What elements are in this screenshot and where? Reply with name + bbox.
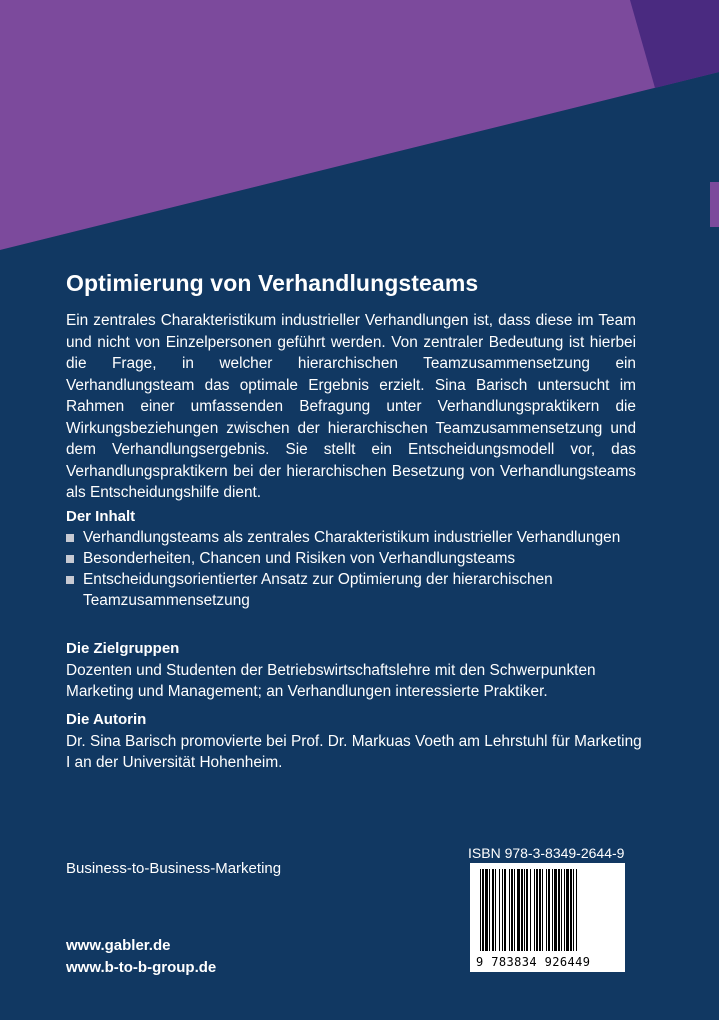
back-cover-title: Optimierung von Verhandlungsteams	[66, 270, 479, 296]
intro-paragraph: Ein zentrales Charakteristikum industrieller Verhandlungen ist, dass diese im Team und nicht von Einzelpersonen geführt werden. Von zentraler Bedeutung ist hierbei die Frage, in welcher hierarchischen Teamzusammensetzung ein Verhandlungsteam das optimale Ergebnis erzielt. Sina Barisch untersucht im Rahmen einer umfassenden Befragung unter Verhandlungspraktikern die Wirkungsbeziehungen zwischen der hierarchischen Teamzusammensetzung und dem Verhandlungsergebnis. Sie stellt ein Entscheidungsmodell vor, das Verhandlungspraktikern bei der hierarchischen Besetzung von Verhandlungsteams als Entscheidungshilfe dient.	[66, 312, 636, 501]
autorin-heading: Die Autorin	[66, 711, 147, 728]
b-to-b-group-link[interactable]: www.b-to-b-group.de	[66, 959, 217, 976]
autorin-text: Dr. Sina Barisch promovierte bei Prof. Dr. Markuas Voeth am Lehrstuhl für Marketing I an der Universität Hohenheim.	[66, 733, 642, 771]
list-item: Besonderheiten, Chancen und Risiken von Verhandlungsteams	[66, 548, 626, 569]
bullet-square-icon	[66, 534, 74, 542]
barcode-digits: 9 783834 926449	[476, 955, 591, 969]
list-item: Entscheidungsorientierter Ansatz zur Optimierung der hierarchischen Teamzusammensetzung	[66, 569, 626, 611]
bullet-square-icon	[66, 576, 74, 584]
zielgruppen-text: Dozenten und Studenten der Betriebswirtschaftslehre mit den Schwerpunkten Marketing und Management; an Verhandlungen interessierte Praktiker.	[66, 662, 596, 700]
list-item: Verhandlungsteams als zentrales Charakteristikum industrieller Verhandlungen	[66, 527, 626, 548]
series-name: Business-to-Business-Marketing	[66, 860, 282, 877]
zielgruppen-heading: Die Zielgruppen	[66, 640, 180, 657]
gabler-link[interactable]: www.gabler.de	[66, 937, 171, 954]
bullet-square-icon	[66, 555, 74, 563]
barcode	[470, 863, 625, 972]
inhalt-heading: Der Inhalt	[66, 508, 136, 525]
inhalt-list	[66, 527, 626, 611]
isbn-label: ISBN 978-3-8349-2644-9	[468, 845, 625, 861]
